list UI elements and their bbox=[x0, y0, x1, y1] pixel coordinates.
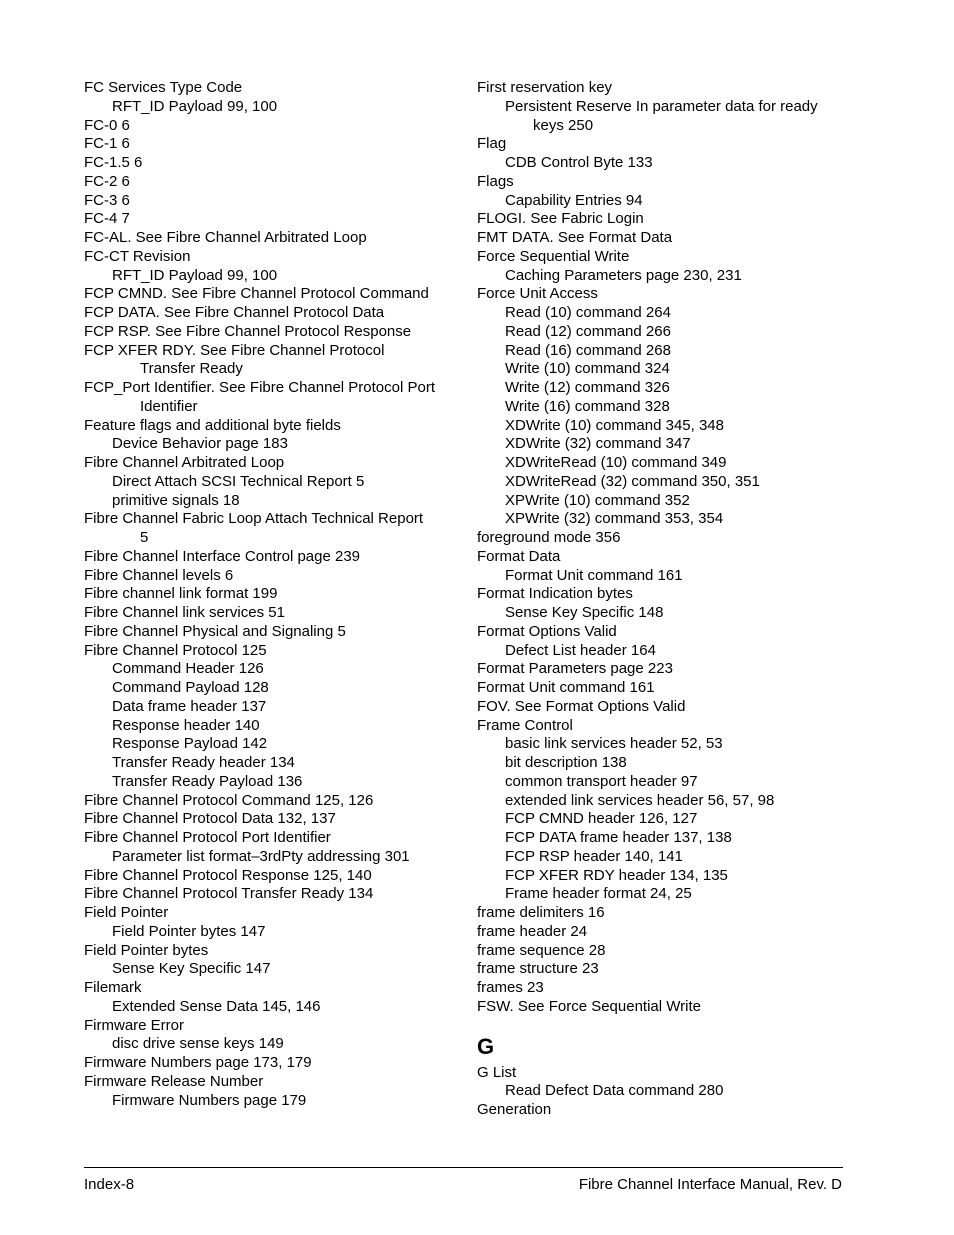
index-subentry: disc drive sense keys 149 bbox=[112, 1035, 284, 1053]
index-entry: Field Pointer bytes bbox=[84, 941, 209, 959]
index-entry: Flag bbox=[477, 135, 507, 153]
index-entry: G List bbox=[477, 1063, 517, 1081]
index-entry: Format Data bbox=[477, 547, 561, 565]
index-entry: FC-CT Revision bbox=[84, 247, 191, 265]
index-subentry: Device Behavior page 183 bbox=[112, 435, 288, 453]
index-subentry: CDB Control Byte 133 bbox=[505, 154, 653, 171]
index-subentry: Write (12) command 326 bbox=[505, 379, 670, 396]
index-subentry: RFT_ID Payload 99, 100 bbox=[112, 266, 278, 284]
index-continuation: 5 bbox=[140, 529, 149, 546]
index-subentry: XDWriteRead (32) command 350, 351 bbox=[505, 472, 760, 490]
index-entry: Fibre Channel Physical and Signaling 5 bbox=[84, 622, 346, 640]
index-subentry: Write (16) command 328 bbox=[505, 397, 670, 415]
document-title: Fibre Channel Interface Manual, Rev. D bbox=[578, 1176, 842, 1193]
index-entry: Fibre Channel Fabric Loop Attach Technical Report bbox=[84, 510, 424, 528]
index-subentry: Read (12) command 266 bbox=[505, 322, 671, 340]
index-entry: Fibre Channel Protocol Transfer Ready 134 bbox=[84, 885, 374, 903]
index-subentry: primitive signals 18 bbox=[112, 491, 240, 509]
index-subentry: Field Pointer bytes 147 bbox=[112, 922, 266, 940]
index-subentry: XDWrite (10) command 345, 348 bbox=[505, 416, 724, 434]
index-entry: frame delimiters 16 bbox=[477, 904, 605, 921]
index-subentry: common transport header 97 bbox=[505, 772, 698, 790]
index-entry: Fibre channel link format 199 bbox=[84, 585, 278, 603]
index-subentry: Read (16) command 268 bbox=[505, 341, 671, 359]
index-subentry: Response header 140 bbox=[112, 716, 260, 734]
index-subentry: Command Header 126 bbox=[112, 660, 264, 678]
index-entry: foreground mode 356 bbox=[477, 529, 621, 546]
index-entry: frame header 24 bbox=[477, 922, 588, 940]
index-entry: Fibre Channel link services 51 bbox=[84, 604, 285, 621]
index-entry: Field Pointer bbox=[84, 904, 169, 921]
index-subentry: Capability Entries 94 bbox=[505, 191, 643, 209]
index-subentry: basic link services header 52, 53 bbox=[505, 735, 723, 753]
index-entry: Format Unit command 161 bbox=[477, 679, 655, 696]
index-subentry: RFT_ID Payload 99, 100 bbox=[112, 97, 278, 115]
index-subentry: Defect List header 164 bbox=[505, 641, 656, 659]
index-entry: FC-4 7 bbox=[84, 210, 130, 228]
index-continuation: Transfer Ready bbox=[140, 360, 243, 378]
index-column-right bbox=[477, 79, 857, 1120]
index-subentry: FCP XFER RDY header 134, 135 bbox=[505, 866, 728, 884]
index-entry: Fibre Channel levels 6 bbox=[84, 566, 234, 584]
index-subentry: Firmware Numbers page 179 bbox=[112, 1091, 307, 1109]
index-entry: Format Parameters page 223 bbox=[477, 660, 673, 678]
index-entry: Flags bbox=[477, 172, 514, 190]
index-entry: FC-2 6 bbox=[84, 172, 130, 190]
index-entry: Fibre Channel Protocol Command 125, 126 bbox=[84, 791, 374, 809]
index-entry: Fibre Channel Interface Control page 239 bbox=[84, 547, 361, 565]
index-subentry: Command Payload 128 bbox=[112, 679, 269, 696]
index-entry: frame structure 23 bbox=[477, 960, 599, 978]
index-entry: Fibre Channel Protocol Port Identifier bbox=[84, 829, 331, 846]
index-subentry: Persistent Reserve In parameter data for ready bbox=[505, 97, 818, 115]
index-entry: FCP_Port Identifier. See Fibre Channel Protocol Port bbox=[84, 379, 436, 396]
index-subentry: Caching Parameters page 230, 231 bbox=[505, 266, 742, 284]
index-entry: Fibre Channel Protocol Data 132, 137 bbox=[84, 810, 336, 828]
index-column-left bbox=[84, 79, 464, 1110]
index-subentry: Sense Key Specific 148 bbox=[505, 604, 664, 621]
index-subentry: Sense Key Specific 147 bbox=[112, 960, 271, 978]
index-entry: Format Indication bytes bbox=[477, 585, 633, 603]
index-entry: Fibre Channel Protocol Response 125, 140 bbox=[84, 866, 372, 884]
index-subentry: XPWrite (32) command 353, 354 bbox=[505, 510, 724, 528]
index-subentry: Data frame header 137 bbox=[112, 697, 267, 715]
index-entry: FMT DATA. See Format Data bbox=[477, 229, 673, 246]
index-entry: FSW. See Force Sequential Write bbox=[477, 997, 701, 1015]
index-entry: Force Unit Access bbox=[477, 285, 598, 303]
section-letter: G bbox=[477, 1033, 495, 1059]
index-subentry: XPWrite (10) command 352 bbox=[505, 491, 690, 509]
index-entry: Force Sequential Write bbox=[477, 247, 630, 265]
index-entry: FC Services Type Code bbox=[84, 79, 243, 96]
index-subentry: Extended Sense Data 145, 146 bbox=[112, 997, 321, 1015]
index-subentry: extended link services header 56, 57, 98 bbox=[505, 791, 775, 809]
index-entry: FCP RSP. See Fibre Channel Protocol Response bbox=[84, 322, 412, 340]
index-entry: FCP XFER RDY. See Fibre Channel Protocol bbox=[84, 341, 385, 359]
index-subentry: XDWriteRead (10) command 349 bbox=[505, 454, 727, 471]
index-entry: Fibre Channel Arbitrated Loop bbox=[84, 454, 285, 471]
footer-divider bbox=[84, 1167, 843, 1168]
index-subentry: bit description 138 bbox=[505, 754, 627, 771]
index-entry: frames 23 bbox=[477, 979, 544, 996]
index-subentry: Response Payload 142 bbox=[112, 735, 268, 753]
index-subentry: Transfer Ready header 134 bbox=[112, 754, 295, 771]
index-entry: Firmware Release Number bbox=[84, 1072, 264, 1090]
index-entry: Firmware Numbers page 173, 179 bbox=[84, 1054, 312, 1071]
index-subentry: Format Unit command 161 bbox=[505, 566, 683, 584]
index-entry: Format Options Valid bbox=[477, 622, 617, 640]
page-number: Index-8 bbox=[84, 1176, 135, 1193]
index-subentry: Read Defect Data command 280 bbox=[505, 1082, 724, 1100]
index-entry: Filemark bbox=[84, 979, 142, 996]
index-continuation: keys 250 bbox=[533, 116, 594, 134]
index-subentry: Read (10) command 264 bbox=[505, 304, 671, 321]
index-entry: FC-1 6 bbox=[84, 135, 130, 153]
index-entry: Frame Control bbox=[477, 716, 573, 734]
index-subentry: FCP DATA frame header 137, 138 bbox=[505, 829, 732, 846]
index-entry: FC-0 6 bbox=[84, 116, 130, 134]
index-continuation: Identifier bbox=[140, 397, 198, 415]
index-subentry: Direct Attach SCSI Technical Report 5 bbox=[112, 472, 365, 490]
index-entry: FLOGI. See Fabric Login bbox=[477, 210, 644, 228]
index-entry: Generation bbox=[477, 1101, 552, 1118]
index-subentry: FCP CMND header 126, 127 bbox=[505, 810, 698, 828]
index-entry: Firmware Error bbox=[84, 1016, 184, 1034]
index-entry: FCP DATA. See Fibre Channel Protocol Data bbox=[84, 304, 385, 321]
index-entry: First reservation key bbox=[477, 79, 613, 96]
index-subentry: XDWrite (32) command 347 bbox=[505, 435, 691, 453]
index-entry: FCP CMND. See Fibre Channel Protocol Command bbox=[84, 285, 429, 303]
index-entry: Feature flags and additional byte fields bbox=[84, 416, 341, 434]
index-entry: Fibre Channel Protocol 125 bbox=[84, 641, 267, 659]
index-entry: FC-1.5 6 bbox=[84, 154, 143, 171]
index-subentry: Transfer Ready Payload 136 bbox=[112, 772, 303, 790]
index-subentry: FCP RSP header 140, 141 bbox=[505, 847, 683, 865]
index-entry: FOV. See Format Options Valid bbox=[477, 697, 686, 715]
index-entry: FC-AL. See Fibre Channel Arbitrated Loop bbox=[84, 229, 367, 246]
index-entry: frame sequence 28 bbox=[477, 941, 606, 959]
index-subentry: Frame header format 24, 25 bbox=[505, 885, 692, 903]
index-entry: FC-3 6 bbox=[84, 191, 130, 209]
index-subentry: Parameter list format–3rdPty addressing 301 bbox=[112, 847, 410, 865]
index-subentry: Write (10) command 324 bbox=[505, 360, 670, 378]
